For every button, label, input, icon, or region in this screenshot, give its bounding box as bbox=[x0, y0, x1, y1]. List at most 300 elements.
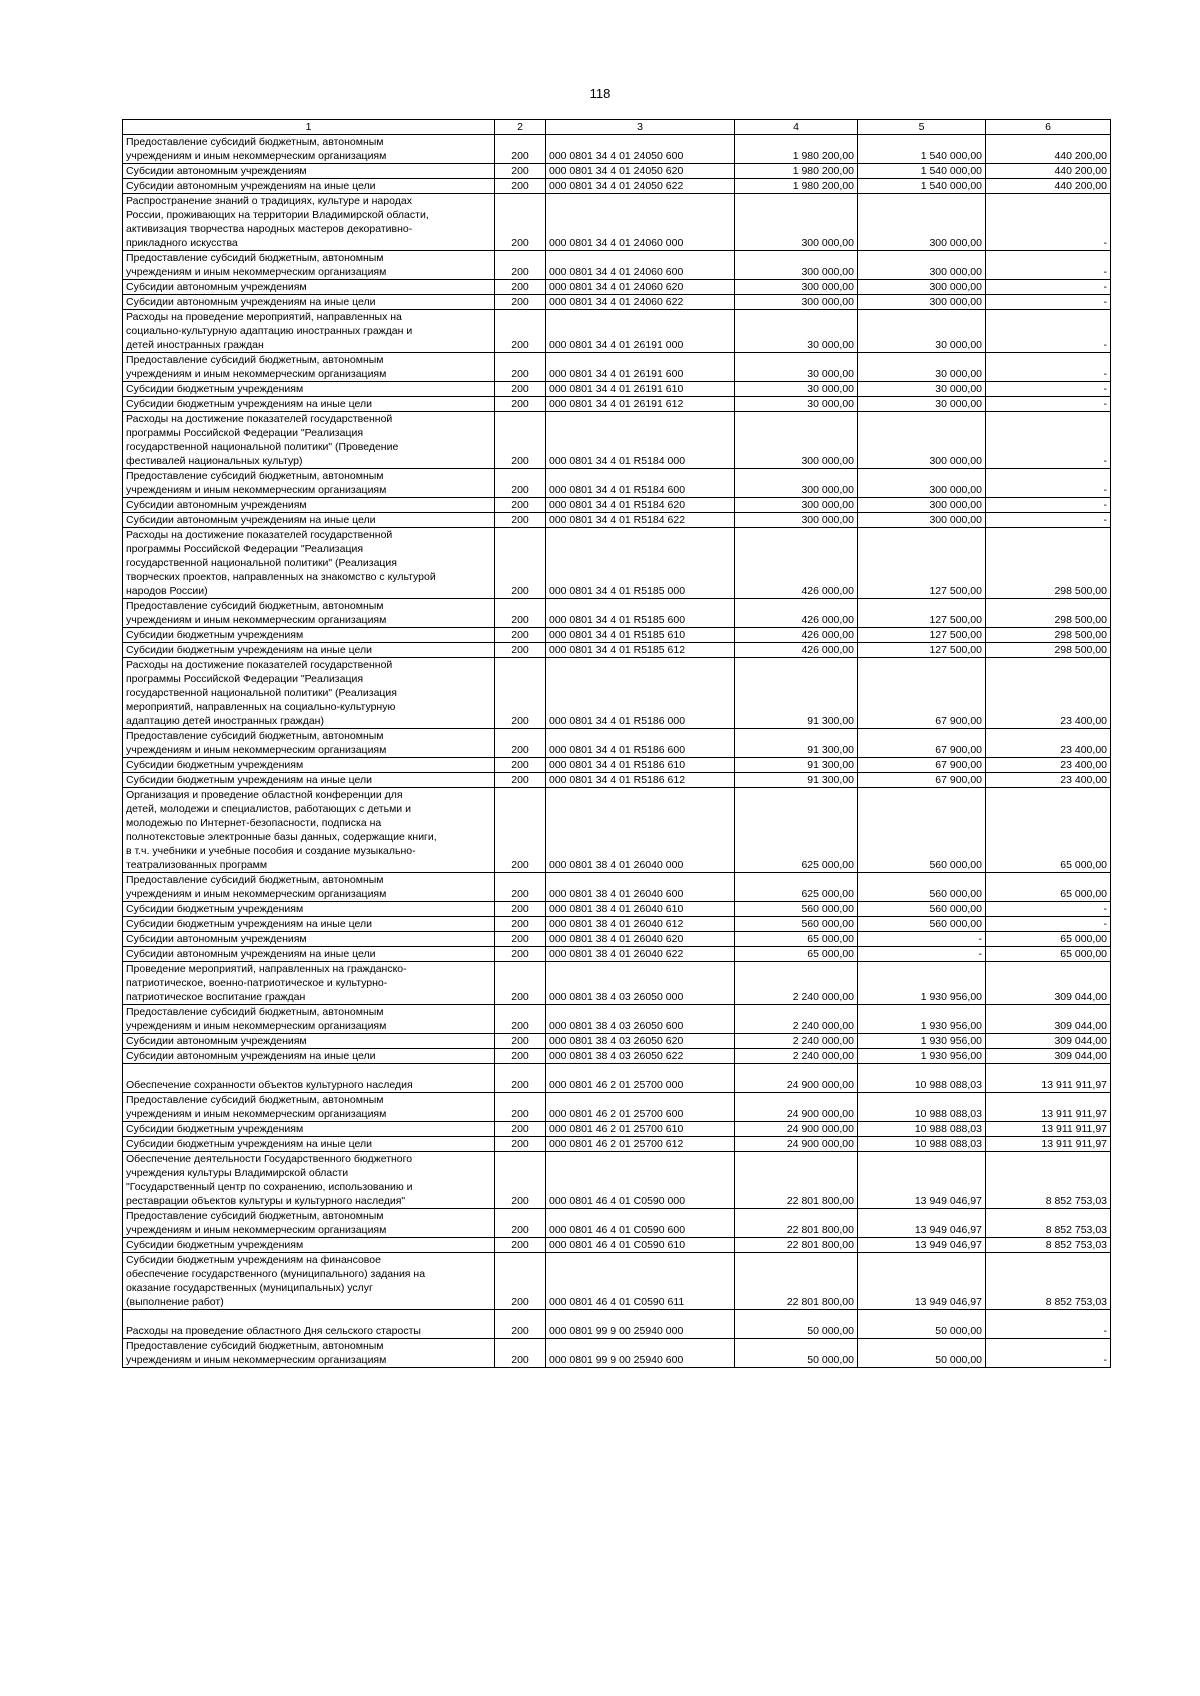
budget-code-cell: 000 0801 34 4 01 R5184 620 bbox=[546, 498, 735, 513]
planned-amount-cell: 560 000,00 bbox=[735, 917, 858, 932]
planned-amount-cell: 22 801 800,00 bbox=[735, 1209, 858, 1238]
planned-amount-cell: 300 000,00 bbox=[735, 412, 858, 469]
remainder-amount-cell: 23 400,00 bbox=[986, 773, 1111, 788]
table-row bbox=[123, 528, 1111, 599]
item-name-cell: Предоставление субсидий бюджетным, автономным учреждениям и иным некоммерческим организациям bbox=[123, 251, 495, 280]
planned-amount-cell: 50 000,00 bbox=[735, 1339, 858, 1368]
planned-amount-cell: 300 000,00 bbox=[735, 513, 858, 528]
item-name-cell: Расходы на достижение показателей государственной программы Российской Федерации "Реализация государственной национальной политики" (Реализация творческих проектов, направленных на знакомство с культурой народов России) bbox=[123, 528, 495, 599]
planned-amount-cell: 24 900 000,00 bbox=[735, 1137, 858, 1152]
admin-code-cell: 200 bbox=[495, 194, 546, 251]
budget-code-cell: 000 0801 38 4 03 26050 600 bbox=[546, 1005, 735, 1034]
executed-amount-cell: 13 949 046,97 bbox=[858, 1152, 986, 1209]
remainder-amount-cell: 65 000,00 bbox=[986, 873, 1111, 902]
admin-code-cell: 200 bbox=[495, 397, 546, 412]
budget-code-cell: 000 0801 34 4 01 R5185 000 bbox=[546, 528, 735, 599]
table-row bbox=[123, 412, 1111, 469]
budget-code-cell: 000 0801 34 4 01 24050 600 bbox=[546, 135, 735, 164]
admin-code-cell: 200 bbox=[495, 412, 546, 469]
admin-code-cell: 200 bbox=[495, 498, 546, 513]
admin-code-cell: 200 bbox=[495, 164, 546, 179]
budget-code-cell: 000 0801 38 4 01 26040 612 bbox=[546, 917, 735, 932]
budget-code-cell: 000 0801 38 4 01 26040 610 bbox=[546, 902, 735, 917]
item-name-cell: Предоставление субсидий бюджетным, автономным учреждениям и иным некоммерческим организациям bbox=[123, 873, 495, 902]
executed-amount-cell: 300 000,00 bbox=[858, 251, 986, 280]
admin-code-cell: 200 bbox=[495, 788, 546, 873]
executed-amount-cell: 50 000,00 bbox=[858, 1339, 986, 1368]
admin-code-cell: 200 bbox=[495, 1122, 546, 1137]
executed-amount-cell: 10 988 088,03 bbox=[858, 1122, 986, 1137]
table-row bbox=[123, 194, 1111, 251]
remainder-amount-cell: 13 911 911,97 bbox=[986, 1064, 1111, 1093]
executed-amount-cell: 50 000,00 bbox=[858, 1310, 986, 1339]
remainder-amount-cell: - bbox=[986, 382, 1111, 397]
item-name-cell: Субсидии автономным учреждениям на иные цели bbox=[123, 513, 495, 528]
item-name-cell: Проведение мероприятий, направленных на гражданско- патриотическое, военно-патриотическое и культурно- патриотическое воспитание граждан bbox=[123, 962, 495, 1005]
admin-code-cell: 200 bbox=[495, 932, 546, 947]
item-name-cell: Субсидии автономным учреждениям bbox=[123, 1034, 495, 1049]
budget-code-cell: 000 0801 34 4 01 26191 600 bbox=[546, 353, 735, 382]
budget-code-cell: 000 0801 34 4 01 R5186 612 bbox=[546, 773, 735, 788]
remainder-amount-cell: 8 852 753,03 bbox=[986, 1238, 1111, 1253]
table-row bbox=[123, 1005, 1111, 1034]
admin-code-cell: 200 bbox=[495, 658, 546, 729]
remainder-amount-cell: - bbox=[986, 194, 1111, 251]
item-name-cell: Субсидии автономным учреждениям bbox=[123, 498, 495, 513]
executed-amount-cell: 300 000,00 bbox=[858, 412, 986, 469]
planned-amount-cell: 91 300,00 bbox=[735, 773, 858, 788]
remainder-amount-cell: 309 044,00 bbox=[986, 962, 1111, 1005]
item-name-cell: Предоставление субсидий бюджетным, автономным учреждениям и иным некоммерческим организациям bbox=[123, 135, 495, 164]
remainder-amount-cell: 8 852 753,03 bbox=[986, 1209, 1111, 1238]
remainder-amount-cell: - bbox=[986, 251, 1111, 280]
budget-code-cell: 000 0801 38 4 01 26040 600 bbox=[546, 873, 735, 902]
budget-table bbox=[122, 119, 1111, 1368]
admin-code-cell: 200 bbox=[495, 1034, 546, 1049]
executed-amount-cell: 300 000,00 bbox=[858, 194, 986, 251]
planned-amount-cell: 30 000,00 bbox=[735, 353, 858, 382]
admin-code-cell: 200 bbox=[495, 902, 546, 917]
table-row bbox=[123, 1093, 1111, 1122]
budget-code-cell: 000 0801 34 4 01 24060 620 bbox=[546, 280, 735, 295]
planned-amount-cell: 625 000,00 bbox=[735, 873, 858, 902]
admin-code-cell: 200 bbox=[495, 599, 546, 628]
item-name-cell: Субсидии бюджетным учреждениям на иные цели bbox=[123, 773, 495, 788]
executed-amount-cell: 30 000,00 bbox=[858, 353, 986, 382]
admin-code-cell: 200 bbox=[495, 773, 546, 788]
item-name-cell: Расходы на достижение показателей государственной программы Российской Федерации "Реализация государственной национальной политики" (Реализация мероприятий, направленных на социально-культурную адаптацию детей иностранных граждан) bbox=[123, 658, 495, 729]
planned-amount-cell: 91 300,00 bbox=[735, 658, 858, 729]
remainder-amount-cell: 440 200,00 bbox=[986, 164, 1111, 179]
remainder-amount-cell: 13 911 911,97 bbox=[986, 1122, 1111, 1137]
budget-code-cell: 000 0801 34 4 01 24060 600 bbox=[546, 251, 735, 280]
budget-code-cell: 000 0801 99 9 00 25940 600 bbox=[546, 1339, 735, 1368]
column-header: 1 bbox=[123, 120, 495, 135]
admin-code-cell: 200 bbox=[495, 1137, 546, 1152]
budget-code-cell: 000 0801 34 4 01 R5186 600 bbox=[546, 729, 735, 758]
planned-amount-cell: 300 000,00 bbox=[735, 295, 858, 310]
planned-amount-cell: 2 240 000,00 bbox=[735, 1049, 858, 1064]
item-name-cell: Обеспечение деятельности Государственного бюджетного учреждения культуры Владимирской области "Государственный центр по сохранению, использованию и реставрации объектов культуры и культурного наследия" bbox=[123, 1152, 495, 1209]
item-name-cell: Субсидии бюджетным учреждениям на иные цели bbox=[123, 643, 495, 658]
budget-code-cell: 000 0801 46 2 01 25700 610 bbox=[546, 1122, 735, 1137]
table-row bbox=[123, 513, 1111, 528]
item-name-cell: Субсидии автономным учреждениям на иные цели bbox=[123, 947, 495, 962]
remainder-amount-cell: 309 044,00 bbox=[986, 1049, 1111, 1064]
item-name-cell: Распространение знаний о традициях, культуре и народах России, проживающих на территории Владимирской области, активизация творчества народных мастеров декоративно- прикладного искусства bbox=[123, 194, 495, 251]
budget-code-cell: 000 0801 46 2 01 25700 000 bbox=[546, 1064, 735, 1093]
admin-code-cell: 200 bbox=[495, 469, 546, 498]
item-name-cell: Предоставление субсидий бюджетным, автономным учреждениям и иным некоммерческим организациям bbox=[123, 353, 495, 382]
budget-code-cell: 000 0801 46 4 01 C0590 000 bbox=[546, 1152, 735, 1209]
table-body bbox=[123, 135, 1111, 1368]
planned-amount-cell: 1 980 200,00 bbox=[735, 179, 858, 194]
table-header-row bbox=[123, 120, 1111, 135]
item-name-cell: Расходы на проведение областного Дня сельского старосты bbox=[123, 1310, 495, 1339]
table-row bbox=[123, 164, 1111, 179]
item-name-cell: Субсидии автономным учреждениям bbox=[123, 164, 495, 179]
remainder-amount-cell: 8 852 753,03 bbox=[986, 1253, 1111, 1310]
executed-amount-cell: 300 000,00 bbox=[858, 498, 986, 513]
item-name-cell: Субсидии бюджетным учреждениям bbox=[123, 628, 495, 643]
remainder-amount-cell: - bbox=[986, 280, 1111, 295]
table-row bbox=[123, 1253, 1111, 1310]
budget-code-cell: 000 0801 34 4 01 R5184 000 bbox=[546, 412, 735, 469]
remainder-amount-cell: - bbox=[986, 353, 1111, 382]
executed-amount-cell: 67 900,00 bbox=[858, 729, 986, 758]
executed-amount-cell: 127 500,00 bbox=[858, 528, 986, 599]
budget-code-cell: 000 0801 46 2 01 25700 600 bbox=[546, 1093, 735, 1122]
remainder-amount-cell: - bbox=[986, 902, 1111, 917]
executed-amount-cell: 300 000,00 bbox=[858, 513, 986, 528]
planned-amount-cell: 560 000,00 bbox=[735, 902, 858, 917]
table-row bbox=[123, 382, 1111, 397]
budget-code-cell: 000 0801 34 4 01 24050 622 bbox=[546, 179, 735, 194]
table-row bbox=[123, 179, 1111, 194]
admin-code-cell: 200 bbox=[495, 1253, 546, 1310]
executed-amount-cell: 300 000,00 bbox=[858, 280, 986, 295]
remainder-amount-cell: 13 911 911,97 bbox=[986, 1093, 1111, 1122]
executed-amount-cell: 13 949 046,97 bbox=[858, 1238, 986, 1253]
executed-amount-cell: 1 930 956,00 bbox=[858, 1049, 986, 1064]
planned-amount-cell: 30 000,00 bbox=[735, 397, 858, 412]
admin-code-cell: 200 bbox=[495, 1339, 546, 1368]
executed-amount-cell: 67 900,00 bbox=[858, 758, 986, 773]
remainder-amount-cell: 23 400,00 bbox=[986, 658, 1111, 729]
item-name-cell: Субсидии бюджетным учреждениям bbox=[123, 382, 495, 397]
budget-code-cell: 000 0801 34 4 01 26191 612 bbox=[546, 397, 735, 412]
planned-amount-cell: 24 900 000,00 bbox=[735, 1122, 858, 1137]
admin-code-cell: 200 bbox=[495, 1093, 546, 1122]
planned-amount-cell: 426 000,00 bbox=[735, 643, 858, 658]
budget-code-cell: 000 0801 34 4 01 R5185 610 bbox=[546, 628, 735, 643]
item-name-cell: Предоставление субсидий бюджетным, автономным учреждениям и иным некоммерческим организациям bbox=[123, 1005, 495, 1034]
item-name-cell: Расходы на достижение показателей государственной программы Российской Федерации "Реализация государственной национальной политики" (Проведение фестивалей национальных культур) bbox=[123, 412, 495, 469]
executed-amount-cell: 10 988 088,03 bbox=[858, 1137, 986, 1152]
budget-code-cell: 000 0801 46 4 01 C0590 600 bbox=[546, 1209, 735, 1238]
remainder-amount-cell: - bbox=[986, 295, 1111, 310]
planned-amount-cell: 30 000,00 bbox=[735, 310, 858, 353]
budget-code-cell: 000 0801 38 4 03 26050 620 bbox=[546, 1034, 735, 1049]
table-row bbox=[123, 1122, 1111, 1137]
admin-code-cell: 200 bbox=[495, 382, 546, 397]
remainder-amount-cell: 8 852 753,03 bbox=[986, 1152, 1111, 1209]
item-name-cell: Организация и проведение областной конференции для детей, молодежи и специалистов, работающих с детьми и молодежью по Интернет-безопасности, подписка на полнотекстовые электронные базы данных, содержащие книги, в т.ч. учебники и учебные пособия и создание музыкально- театрализованных программ bbox=[123, 788, 495, 873]
planned-amount-cell: 2 240 000,00 bbox=[735, 962, 858, 1005]
table-row bbox=[123, 310, 1111, 353]
remainder-amount-cell: 65 000,00 bbox=[986, 932, 1111, 947]
item-name-cell: Предоставление субсидий бюджетным, автономным учреждениям и иным некоммерческим организациям bbox=[123, 1339, 495, 1368]
item-name-cell: Субсидии автономным учреждениям bbox=[123, 932, 495, 947]
executed-amount-cell: - bbox=[858, 947, 986, 962]
item-name-cell: Предоставление субсидий бюджетным, автономным учреждениям и иным некоммерческим организациям bbox=[123, 1093, 495, 1122]
budget-code-cell: 000 0801 34 4 01 24050 620 bbox=[546, 164, 735, 179]
column-header: 2 bbox=[495, 120, 546, 135]
admin-code-cell: 200 bbox=[495, 1064, 546, 1093]
budget-code-cell: 000 0801 34 4 01 26191 610 bbox=[546, 382, 735, 397]
admin-code-cell: 200 bbox=[495, 962, 546, 1005]
remainder-amount-cell: 65 000,00 bbox=[986, 947, 1111, 962]
item-name-cell: Субсидии бюджетным учреждениям bbox=[123, 1238, 495, 1253]
table-row bbox=[123, 135, 1111, 164]
budget-code-cell: 000 0801 38 4 03 26050 000 bbox=[546, 962, 735, 1005]
table-row bbox=[123, 1238, 1111, 1253]
table-row bbox=[123, 1064, 1111, 1093]
remainder-amount-cell: - bbox=[986, 412, 1111, 469]
planned-amount-cell: 426 000,00 bbox=[735, 628, 858, 643]
table-row bbox=[123, 469, 1111, 498]
remainder-amount-cell: 309 044,00 bbox=[986, 1034, 1111, 1049]
admin-code-cell: 200 bbox=[495, 873, 546, 902]
item-name-cell: Субсидии бюджетным учреждениям на иные цели bbox=[123, 1137, 495, 1152]
remainder-amount-cell: - bbox=[986, 397, 1111, 412]
remainder-amount-cell: - bbox=[986, 917, 1111, 932]
remainder-amount-cell: 298 500,00 bbox=[986, 628, 1111, 643]
item-name-cell: Предоставление субсидий бюджетным, автономным учреждениям и иным некоммерческим организациям bbox=[123, 469, 495, 498]
planned-amount-cell: 30 000,00 bbox=[735, 382, 858, 397]
executed-amount-cell: 10 988 088,03 bbox=[858, 1064, 986, 1093]
item-name-cell: Субсидии бюджетным учреждениям bbox=[123, 1122, 495, 1137]
table-row bbox=[123, 251, 1111, 280]
admin-code-cell: 200 bbox=[495, 917, 546, 932]
planned-amount-cell: 65 000,00 bbox=[735, 947, 858, 962]
item-name-cell: Субсидии бюджетным учреждениям bbox=[123, 902, 495, 917]
remainder-amount-cell: 65 000,00 bbox=[986, 788, 1111, 873]
planned-amount-cell: 426 000,00 bbox=[735, 528, 858, 599]
planned-amount-cell: 91 300,00 bbox=[735, 758, 858, 773]
item-name-cell: Субсидии бюджетным учреждениям на финансовое обеспечение государственного (муниципального) задания на оказание государственных (муниципальных) услуг (выполнение работ) bbox=[123, 1253, 495, 1310]
budget-code-cell: 000 0801 38 4 01 26040 622 bbox=[546, 947, 735, 962]
planned-amount-cell: 625 000,00 bbox=[735, 788, 858, 873]
item-name-cell: Предоставление субсидий бюджетным, автономным учреждениям и иным некоммерческим организациям bbox=[123, 729, 495, 758]
admin-code-cell: 200 bbox=[495, 947, 546, 962]
executed-amount-cell: 560 000,00 bbox=[858, 917, 986, 932]
table-row bbox=[123, 353, 1111, 382]
table-row bbox=[123, 902, 1111, 917]
table-row bbox=[123, 397, 1111, 412]
admin-code-cell: 200 bbox=[495, 513, 546, 528]
executed-amount-cell: 1 540 000,00 bbox=[858, 135, 986, 164]
table-row bbox=[123, 643, 1111, 658]
item-name-cell: Субсидии автономным учреждениям bbox=[123, 280, 495, 295]
budget-code-cell: 000 0801 99 9 00 25940 000 bbox=[546, 1310, 735, 1339]
table-row bbox=[123, 773, 1111, 788]
budget-code-cell: 000 0801 34 4 01 26191 000 bbox=[546, 310, 735, 353]
admin-code-cell: 200 bbox=[495, 251, 546, 280]
table-row bbox=[123, 658, 1111, 729]
budget-code-cell: 000 0801 34 4 01 R5186 610 bbox=[546, 758, 735, 773]
admin-code-cell: 200 bbox=[495, 280, 546, 295]
budget-code-cell: 000 0801 34 4 01 R5186 000 bbox=[546, 658, 735, 729]
planned-amount-cell: 300 000,00 bbox=[735, 498, 858, 513]
executed-amount-cell: - bbox=[858, 932, 986, 947]
planned-amount-cell: 65 000,00 bbox=[735, 932, 858, 947]
table-row bbox=[123, 788, 1111, 873]
budget-code-cell: 000 0801 46 4 01 C0590 610 bbox=[546, 1238, 735, 1253]
remainder-amount-cell: - bbox=[986, 498, 1111, 513]
executed-amount-cell: 10 988 088,03 bbox=[858, 1093, 986, 1122]
budget-code-cell: 000 0801 34 4 01 R5185 612 bbox=[546, 643, 735, 658]
admin-code-cell: 200 bbox=[495, 135, 546, 164]
admin-code-cell: 200 bbox=[495, 353, 546, 382]
table-row bbox=[123, 295, 1111, 310]
admin-code-cell: 200 bbox=[495, 528, 546, 599]
planned-amount-cell: 300 000,00 bbox=[735, 469, 858, 498]
remainder-amount-cell: 309 044,00 bbox=[986, 1005, 1111, 1034]
remainder-amount-cell: 298 500,00 bbox=[986, 599, 1111, 628]
admin-code-cell: 200 bbox=[495, 179, 546, 194]
budget-code-cell: 000 0801 34 4 01 24060 622 bbox=[546, 295, 735, 310]
item-name-cell: Субсидии автономным учреждениям на иные цели bbox=[123, 179, 495, 194]
remainder-amount-cell: 298 500,00 bbox=[986, 528, 1111, 599]
table-row bbox=[123, 873, 1111, 902]
table-row bbox=[123, 758, 1111, 773]
executed-amount-cell: 1 930 956,00 bbox=[858, 1034, 986, 1049]
executed-amount-cell: 30 000,00 bbox=[858, 397, 986, 412]
item-name-cell: Предоставление субсидий бюджетным, автономным учреждениям и иным некоммерческим организациям bbox=[123, 599, 495, 628]
executed-amount-cell: 1 540 000,00 bbox=[858, 179, 986, 194]
budget-code-cell: 000 0801 34 4 01 R5184 600 bbox=[546, 469, 735, 498]
executed-amount-cell: 560 000,00 bbox=[858, 873, 986, 902]
remainder-amount-cell: 23 400,00 bbox=[986, 758, 1111, 773]
admin-code-cell: 200 bbox=[495, 310, 546, 353]
admin-code-cell: 200 bbox=[495, 295, 546, 310]
budget-code-cell: 000 0801 38 4 01 26040 620 bbox=[546, 932, 735, 947]
executed-amount-cell: 127 500,00 bbox=[858, 628, 986, 643]
executed-amount-cell: 300 000,00 bbox=[858, 469, 986, 498]
remainder-amount-cell: 440 200,00 bbox=[986, 179, 1111, 194]
table-row bbox=[123, 1209, 1111, 1238]
item-name-cell: Субсидии бюджетным учреждениям bbox=[123, 758, 495, 773]
planned-amount-cell: 300 000,00 bbox=[735, 280, 858, 295]
remainder-amount-cell: - bbox=[986, 469, 1111, 498]
column-header: 6 bbox=[986, 120, 1111, 135]
table-row bbox=[123, 599, 1111, 628]
planned-amount-cell: 91 300,00 bbox=[735, 729, 858, 758]
executed-amount-cell: 300 000,00 bbox=[858, 295, 986, 310]
budget-code-cell: 000 0801 34 4 01 24060 000 bbox=[546, 194, 735, 251]
item-name-cell: Субсидии автономным учреждениям на иные цели bbox=[123, 295, 495, 310]
table-row bbox=[123, 628, 1111, 643]
remainder-amount-cell: - bbox=[986, 1339, 1111, 1368]
remainder-amount-cell: - bbox=[986, 310, 1111, 353]
table-row bbox=[123, 962, 1111, 1005]
executed-amount-cell: 30 000,00 bbox=[858, 382, 986, 397]
planned-amount-cell: 50 000,00 bbox=[735, 1310, 858, 1339]
table-row bbox=[123, 1152, 1111, 1209]
executed-amount-cell: 127 500,00 bbox=[858, 643, 986, 658]
budget-code-cell: 000 0801 34 4 01 R5185 600 bbox=[546, 599, 735, 628]
table-row bbox=[123, 917, 1111, 932]
executed-amount-cell: 67 900,00 bbox=[858, 773, 986, 788]
table-row bbox=[123, 729, 1111, 758]
item-name-cell: Субсидии бюджетным учреждениям на иные цели bbox=[123, 917, 495, 932]
executed-amount-cell: 560 000,00 bbox=[858, 902, 986, 917]
remainder-amount-cell: 23 400,00 bbox=[986, 729, 1111, 758]
table-row bbox=[123, 932, 1111, 947]
page-number: 118 bbox=[589, 86, 611, 101]
executed-amount-cell: 67 900,00 bbox=[858, 658, 986, 729]
executed-amount-cell: 127 500,00 bbox=[858, 599, 986, 628]
planned-amount-cell: 22 801 800,00 bbox=[735, 1238, 858, 1253]
remainder-amount-cell: 298 500,00 bbox=[986, 643, 1111, 658]
planned-amount-cell: 24 900 000,00 bbox=[735, 1093, 858, 1122]
column-header: 5 bbox=[858, 120, 986, 135]
planned-amount-cell: 300 000,00 bbox=[735, 251, 858, 280]
executed-amount-cell: 13 949 046,97 bbox=[858, 1209, 986, 1238]
planned-amount-cell: 300 000,00 bbox=[735, 194, 858, 251]
admin-code-cell: 200 bbox=[495, 758, 546, 773]
table-row bbox=[123, 947, 1111, 962]
admin-code-cell: 200 bbox=[495, 1209, 546, 1238]
executed-amount-cell: 30 000,00 bbox=[858, 310, 986, 353]
planned-amount-cell: 426 000,00 bbox=[735, 599, 858, 628]
executed-amount-cell: 1 930 956,00 bbox=[858, 1005, 986, 1034]
table-row bbox=[123, 1137, 1111, 1152]
item-name-cell: Обеспечение сохранности объектов культурного наследия bbox=[123, 1064, 495, 1093]
budget-code-cell: 000 0801 46 2 01 25700 612 bbox=[546, 1137, 735, 1152]
table-row bbox=[123, 1339, 1111, 1368]
admin-code-cell: 200 bbox=[495, 628, 546, 643]
admin-code-cell: 200 bbox=[495, 729, 546, 758]
table-row bbox=[123, 1049, 1111, 1064]
admin-code-cell: 200 bbox=[495, 643, 546, 658]
table-row bbox=[123, 1034, 1111, 1049]
admin-code-cell: 200 bbox=[495, 1049, 546, 1064]
column-header: 4 bbox=[735, 120, 858, 135]
budget-code-cell: 000 0801 38 4 03 26050 622 bbox=[546, 1049, 735, 1064]
remainder-amount-cell: 13 911 911,97 bbox=[986, 1137, 1111, 1152]
item-name-cell: Предоставление субсидий бюджетным, автономным учреждениям и иным некоммерческим организациям bbox=[123, 1209, 495, 1238]
table-row bbox=[123, 1310, 1111, 1339]
admin-code-cell: 200 bbox=[495, 1152, 546, 1209]
admin-code-cell: 200 bbox=[495, 1310, 546, 1339]
executed-amount-cell: 13 949 046,97 bbox=[858, 1253, 986, 1310]
planned-amount-cell: 2 240 000,00 bbox=[735, 1005, 858, 1034]
planned-amount-cell: 2 240 000,00 bbox=[735, 1034, 858, 1049]
budget-code-cell: 000 0801 46 4 01 C0590 611 bbox=[546, 1253, 735, 1310]
planned-amount-cell: 24 900 000,00 bbox=[735, 1064, 858, 1093]
executed-amount-cell: 1 930 956,00 bbox=[858, 962, 986, 1005]
executed-amount-cell: 560 000,00 bbox=[858, 788, 986, 873]
item-name-cell: Расходы на проведение мероприятий, направленных на социально-культурную адаптацию иностранных граждан и детей иностранных граждан bbox=[123, 310, 495, 353]
remainder-amount-cell: 440 200,00 bbox=[986, 135, 1111, 164]
item-name-cell: Субсидии автономным учреждениям на иные цели bbox=[123, 1049, 495, 1064]
remainder-amount-cell: - bbox=[986, 1310, 1111, 1339]
planned-amount-cell: 1 980 200,00 bbox=[735, 164, 858, 179]
admin-code-cell: 200 bbox=[495, 1005, 546, 1034]
remainder-amount-cell: - bbox=[986, 513, 1111, 528]
